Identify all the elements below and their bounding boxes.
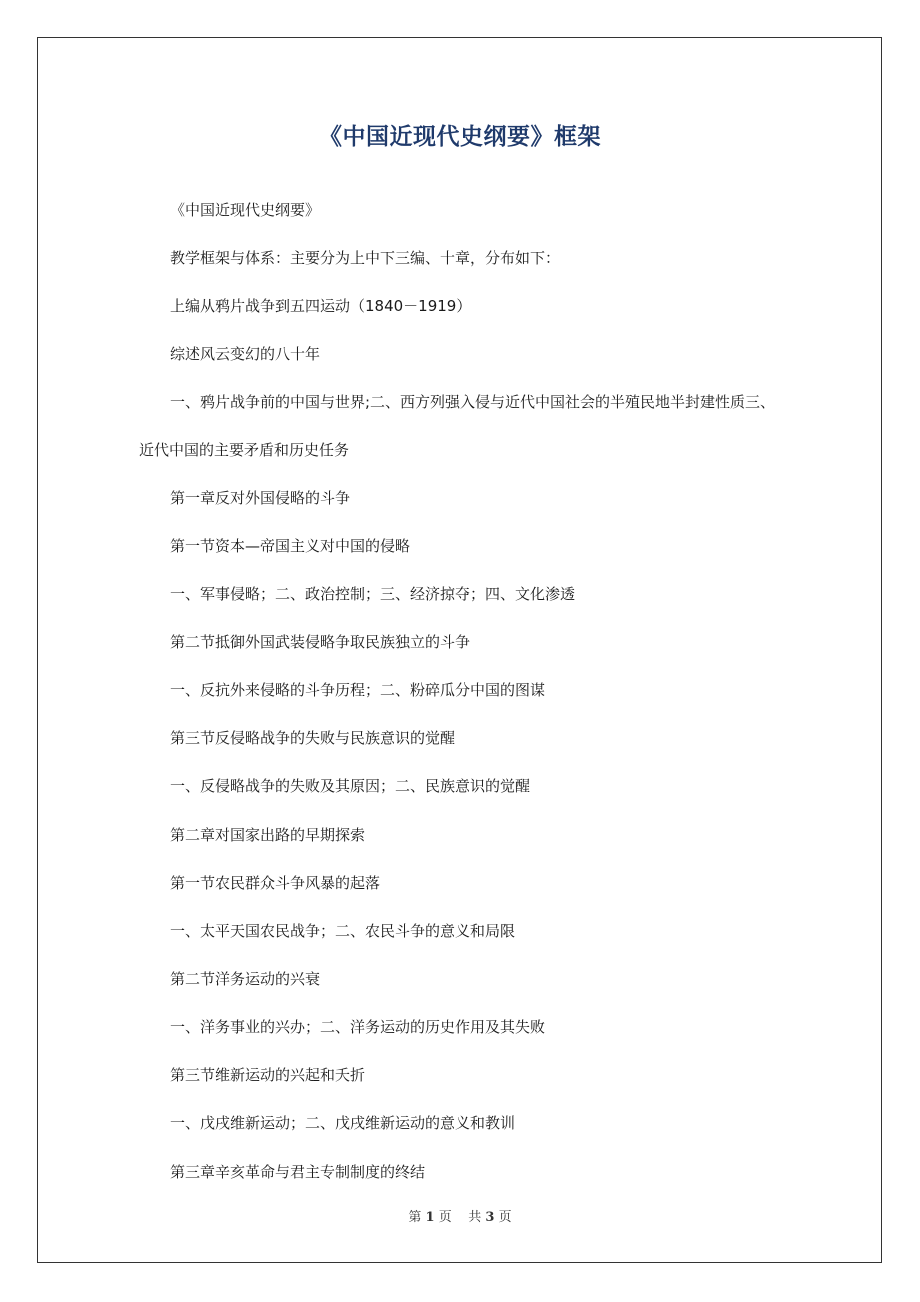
- page-footer: [0, 1206, 920, 1225]
- section-heading: 第二节抵御外国武装侵略争取民族独立的斗争: [170, 633, 471, 651]
- paragraph-framework: 教学框架与体系：主要分为上中下三编、十章，分布如下：: [170, 249, 561, 267]
- paragraph-book-title: 《中国近现代史纲要》: [170, 201, 321, 219]
- chapter-heading: 第三章辛亥革命与君主专制制度的终结: [170, 1163, 426, 1181]
- section-items: 一、反侵略战争的失败及其原因；二、民族意识的觉醒: [170, 777, 531, 795]
- chapter-heading: 第二章对国家出路的早期探索: [170, 826, 366, 844]
- footer-page-suffix: 页: [438, 1210, 452, 1225]
- paragraph-overview-items-continued: 近代中国的主要矛盾和历史任务: [139, 441, 350, 459]
- section-items: 一、军事侵略；二、政治控制；三、经济掠夺；四、文化渗透: [170, 585, 576, 603]
- section-heading: 第三节反侵略战争的失败与民族意识的觉醒: [170, 729, 456, 747]
- paragraph-overview-items: 一、鸦片战争前的中国与世界;二、西方列强入侵与近代中国社会的半殖民地半封建性质三、: [170, 393, 776, 411]
- section-heading: 第一节农民群众斗争风暴的起落: [170, 874, 381, 892]
- section-items: 一、反抗外来侵略的斗争历程；二、粉碎瓜分中国的图谋: [170, 681, 546, 699]
- section-heading: 第二节洋务运动的兴衰: [170, 970, 321, 988]
- footer-total-prefix: 共: [468, 1210, 482, 1225]
- footer-total-suffix: 页: [498, 1210, 512, 1225]
- document-title: 《中国近现代史纲要》框架: [319, 124, 601, 150]
- paragraph-overview: 综述风云变幻的八十年: [170, 345, 321, 363]
- footer-page-total: 3: [485, 1210, 495, 1225]
- paragraph-part-one: 上编从鸦片战争到五四运动（1840－1919）: [170, 297, 472, 315]
- section-items: 一、洋务事业的兴办；二、洋务运动的历史作用及其失败: [170, 1018, 546, 1036]
- footer-page-prefix: 第: [408, 1210, 422, 1225]
- section-heading: 第三节维新运动的兴起和夭折: [170, 1066, 366, 1084]
- section-heading: 第一节资本—帝国主义对中国的侵略: [170, 537, 411, 555]
- section-items: 一、太平天国农民战争；二、农民斗争的意义和局限: [170, 922, 516, 940]
- chapter-heading: 第一章反对外国侵略的斗争: [170, 489, 351, 507]
- section-items: 一、戊戌维新运动；二、戊戌维新运动的意义和教训: [170, 1114, 516, 1132]
- footer-page-current: 1: [425, 1210, 435, 1225]
